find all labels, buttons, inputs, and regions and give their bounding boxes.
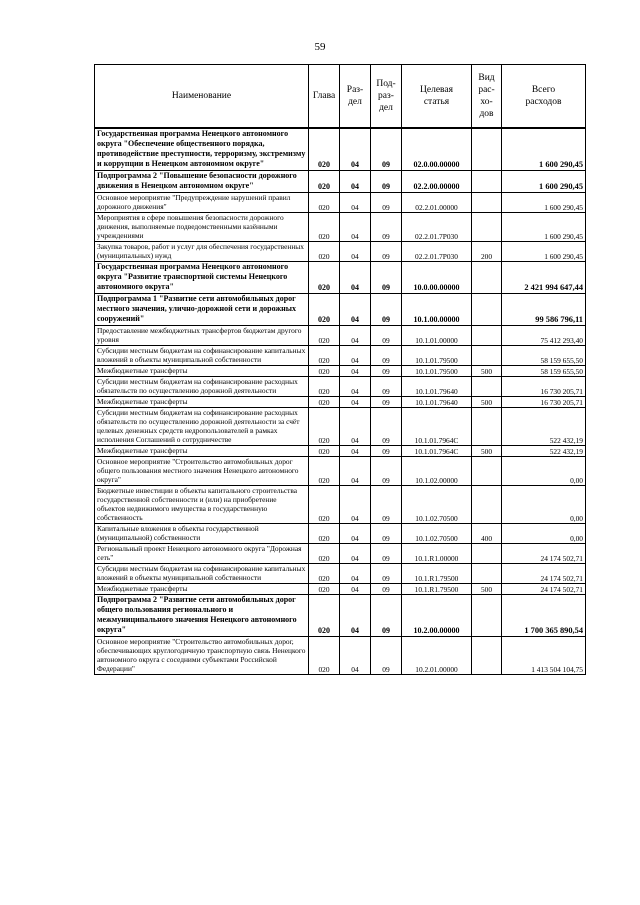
row-chapter-cell: 020: [309, 366, 340, 377]
row-expense-type-cell: 500: [472, 366, 502, 377]
row-name-cell: Межбюджетные трансферты: [95, 366, 309, 377]
row-name-cell: Субсидии местным бюджетам на софинансирование расходных обязательств по осуществлению дорожной деятельности за счёт целевых денежных средств недропользователей в рамках исполнения Соглашений о сотрудничестве: [95, 408, 309, 446]
row-expense-type-cell: [472, 193, 502, 213]
row-subsection-cell: 09: [371, 377, 402, 397]
table-row: [95, 524, 586, 544]
row-subsection-cell: 09: [371, 397, 402, 408]
row-amount-cell: 1 600 290,45: [502, 213, 586, 242]
row-target-cell: 02.0.00.00000: [402, 128, 472, 171]
row-name-cell: Субсидии местным бюджетам на софинансирование капитальных вложений в объекты муниципальной собственности: [95, 346, 309, 366]
row-expense-type-cell: 500: [472, 397, 502, 408]
row-chapter-cell: 020: [309, 595, 340, 637]
row-chapter-cell: 020: [309, 397, 340, 408]
row-amount-cell: 24 174 502,71: [502, 564, 586, 584]
row-amount-cell: 1 413 504 104,75: [502, 637, 586, 675]
row-subsection-cell: 09: [371, 544, 402, 564]
row-section-cell: 04: [340, 397, 371, 408]
row-amount-cell: 75 412 293,40: [502, 326, 586, 346]
row-expense-type-cell: [472, 262, 502, 294]
row-expense-type-cell: 200: [472, 242, 502, 262]
row-name-cell: Подпрограмма 2 "Развитие сети автомобильных дорог общего пользования регионального и межмуниципального значения Ненецкого автономного округа": [95, 595, 309, 637]
row-subsection-cell: 09: [371, 346, 402, 366]
row-chapter-cell: 020: [309, 584, 340, 595]
row-chapter-cell: 020: [309, 446, 340, 457]
row-subsection-cell: 09: [371, 326, 402, 346]
row-target-cell: 10.1.01.00000: [402, 326, 472, 346]
row-section-cell: 04: [340, 366, 371, 377]
header-section: Раз- дел: [340, 65, 371, 129]
table-row: [95, 242, 586, 262]
row-amount-cell: 1 600 290,45: [502, 193, 586, 213]
table-row: [95, 544, 586, 564]
row-name-cell: Межбюджетные трансферты: [95, 584, 309, 595]
row-chapter-cell: 020: [309, 171, 340, 193]
row-amount-cell: 58 159 655,50: [502, 346, 586, 366]
table-row: [95, 564, 586, 584]
row-section-cell: 04: [340, 584, 371, 595]
table-row: [95, 397, 586, 408]
row-amount-cell: 58 159 655,50: [502, 366, 586, 377]
row-name-cell: Основное мероприятие "Строительство автомобильных дорог, обеспечивающих круглогодичную транспортную связь Ненецкого автономного округа с соседними субъектами Российской Федерации": [95, 637, 309, 675]
table-row: [95, 193, 586, 213]
row-amount-cell: 99 586 796,11: [502, 294, 586, 326]
row-chapter-cell: 020: [309, 457, 340, 486]
row-subsection-cell: 09: [371, 171, 402, 193]
row-expense-type-cell: [472, 408, 502, 446]
row-expense-type-cell: [472, 213, 502, 242]
row-chapter-cell: 020: [309, 213, 340, 242]
row-name-cell: Подпрограмма 1 "Развитие сети автомобильных дорог местного значения, улично-дорожной сети и дорожных сооружений": [95, 294, 309, 326]
row-name-cell: Предоставление межбюджетных трансфертов бюджетам другого уровня: [95, 326, 309, 346]
row-subsection-cell: 09: [371, 262, 402, 294]
row-chapter-cell: 020: [309, 193, 340, 213]
table-row: [95, 595, 586, 637]
row-target-cell: 02.2.01.7Р030: [402, 213, 472, 242]
row-target-cell: 10.1.R1.00000: [402, 544, 472, 564]
row-amount-cell: 522 432,19: [502, 408, 586, 446]
table-row: [95, 326, 586, 346]
row-expense-type-cell: [472, 564, 502, 584]
row-amount-cell: 1 600 290,45: [502, 128, 586, 171]
row-section-cell: 04: [340, 564, 371, 584]
row-name-cell: Закупка товаров, работ и услуг для обеспечения государственных (муниципальных) нужд: [95, 242, 309, 262]
row-target-cell: 10.1.02.70500: [402, 486, 472, 524]
table-row: [95, 446, 586, 457]
row-expense-type-cell: 500: [472, 584, 502, 595]
header-subsection: Под- раз- дел: [371, 65, 402, 129]
row-chapter-cell: 020: [309, 544, 340, 564]
row-section-cell: 04: [340, 637, 371, 675]
table-row: [95, 486, 586, 524]
header-target: Целевая статья: [402, 65, 472, 129]
row-section-cell: 04: [340, 544, 371, 564]
table-row: [95, 457, 586, 486]
row-name-cell: Бюджетные инвестиции в объекты капитального строительства государственной собственности и (или) на приобретение объектов недвижимого имущества в государственную собственность: [95, 486, 309, 524]
row-target-cell: 10.2.00.00000: [402, 595, 472, 637]
header-expense-type: Вид рас- хо- дов: [472, 65, 502, 129]
row-expense-type-cell: [472, 171, 502, 193]
row-chapter-cell: 020: [309, 346, 340, 366]
row-name-cell: Подпрограмма 2 "Повышение безопасности дорожного движения в Ненецком автономном округе": [95, 171, 309, 193]
row-target-cell: 10.1.01.79500: [402, 346, 472, 366]
row-amount-cell: 1 600 290,45: [502, 171, 586, 193]
row-subsection-cell: 09: [371, 564, 402, 584]
row-target-cell: 10.1.R1.79500: [402, 564, 472, 584]
row-name-cell: Основное мероприятие "Строительство автомобильных дорог общего пользования местного значения Ненецкого автономного округа": [95, 457, 309, 486]
row-target-cell: 02.2.01.00000: [402, 193, 472, 213]
row-expense-type-cell: [472, 595, 502, 637]
row-section-cell: 04: [340, 457, 371, 486]
row-name-cell: Основное мероприятие "Предупреждение нарушений правил дорожного движения": [95, 193, 309, 213]
table-row: [95, 408, 586, 446]
row-section-cell: 04: [340, 346, 371, 366]
row-section-cell: 04: [340, 242, 371, 262]
row-target-cell: 10.1.R1.79500: [402, 584, 472, 595]
row-target-cell: 10.0.00.00000: [402, 262, 472, 294]
row-subsection-cell: 09: [371, 595, 402, 637]
row-subsection-cell: 09: [371, 128, 402, 171]
row-expense-type-cell: 400: [472, 524, 502, 544]
row-section-cell: 04: [340, 408, 371, 446]
row-amount-cell: 522 432,19: [502, 446, 586, 457]
row-name-cell: Государственная программа Ненецкого автономного округа "Обеспечение общественного порядка, противодействие преступности, терроризму, экстремизму и коррупции в Ненецком автономном округе": [95, 128, 309, 171]
page-number: 59: [314, 41, 326, 53]
header-row: [95, 65, 586, 129]
row-target-cell: 10.1.01.79500: [402, 366, 472, 377]
row-subsection-cell: 09: [371, 524, 402, 544]
row-section-cell: 04: [340, 486, 371, 524]
row-expense-type-cell: 500: [472, 446, 502, 457]
row-target-cell: 10.1.02.70500: [402, 524, 472, 544]
header-total: Всего расходов: [502, 65, 586, 129]
row-expense-type-cell: [472, 486, 502, 524]
row-expense-type-cell: [472, 637, 502, 675]
table-row: [95, 294, 586, 326]
table-row: [95, 262, 586, 294]
row-subsection-cell: 09: [371, 408, 402, 446]
row-section-cell: 04: [340, 294, 371, 326]
row-chapter-cell: 020: [309, 486, 340, 524]
row-subsection-cell: 09: [371, 637, 402, 675]
row-chapter-cell: 020: [309, 294, 340, 326]
row-expense-type-cell: [472, 326, 502, 346]
row-expense-type-cell: [472, 457, 502, 486]
row-expense-type-cell: [472, 294, 502, 326]
row-name-cell: Межбюджетные трансферты: [95, 446, 309, 457]
row-expense-type-cell: [472, 128, 502, 171]
row-section-cell: 04: [340, 171, 371, 193]
row-section-cell: 04: [340, 193, 371, 213]
row-subsection-cell: 09: [371, 584, 402, 595]
row-amount-cell: 0,00: [502, 524, 586, 544]
row-chapter-cell: 020: [309, 326, 340, 346]
table-row: [95, 346, 586, 366]
row-chapter-cell: 020: [309, 408, 340, 446]
row-subsection-cell: 09: [371, 193, 402, 213]
row-section-cell: 04: [340, 524, 371, 544]
table-row: [95, 637, 586, 675]
row-target-cell: 10.1.00.00000: [402, 294, 472, 326]
row-name-cell: Субсидии местным бюджетам на софинансирование капитальных вложений в объекты муниципальной собственности: [95, 564, 309, 584]
row-target-cell: 10.1.01.79640: [402, 397, 472, 408]
table-row: [95, 366, 586, 377]
row-amount-cell: 1 700 365 890,54: [502, 595, 586, 637]
row-target-cell: 10.2.01.00000: [402, 637, 472, 675]
row-name-cell: Мероприятия в сфере повышения безопасности дорожного движения, выполняемые подведомственными казёнными учреждениями: [95, 213, 309, 242]
row-target-cell: 10.1.02.00000: [402, 457, 472, 486]
row-section-cell: 04: [340, 128, 371, 171]
row-chapter-cell: 020: [309, 524, 340, 544]
row-target-cell: 10.1.01.7964С: [402, 408, 472, 446]
row-target-cell: 10.1.01.79640: [402, 377, 472, 397]
row-name-cell: Капитальные вложения в объекты государственной (муниципальной) собственности: [95, 524, 309, 544]
row-subsection-cell: 09: [371, 486, 402, 524]
row-chapter-cell: 020: [309, 242, 340, 262]
row-section-cell: 04: [340, 446, 371, 457]
row-expense-type-cell: [472, 377, 502, 397]
row-target-cell: 02.2.00.00000: [402, 171, 472, 193]
row-name-cell: Межбюджетные трансферты: [95, 397, 309, 408]
row-section-cell: 04: [340, 326, 371, 346]
row-chapter-cell: 020: [309, 262, 340, 294]
table-row: [95, 584, 586, 595]
row-target-cell: 02.2.01.7Р030: [402, 242, 472, 262]
row-target-cell: 10.1.01.7964С: [402, 446, 472, 457]
row-section-cell: 04: [340, 377, 371, 397]
table-row: [95, 171, 586, 193]
row-subsection-cell: 09: [371, 294, 402, 326]
row-subsection-cell: 09: [371, 446, 402, 457]
row-section-cell: 04: [340, 213, 371, 242]
table-row: [95, 213, 586, 242]
row-amount-cell: 24 174 502,71: [502, 584, 586, 595]
row-expense-type-cell: [472, 544, 502, 564]
row-subsection-cell: 09: [371, 213, 402, 242]
row-section-cell: 04: [340, 262, 371, 294]
budget-table: [94, 64, 586, 675]
row-chapter-cell: 020: [309, 128, 340, 171]
header-chapter: Глава: [309, 65, 340, 129]
header-name: Наименование: [95, 65, 309, 129]
table-row: [95, 128, 586, 171]
table-row: [95, 377, 586, 397]
row-amount-cell: 0,00: [502, 457, 586, 486]
row-amount-cell: 24 174 502,71: [502, 544, 586, 564]
row-amount-cell: 16 730 205,71: [502, 397, 586, 408]
row-chapter-cell: 020: [309, 637, 340, 675]
row-chapter-cell: 020: [309, 377, 340, 397]
row-amount-cell: 0,00: [502, 486, 586, 524]
row-amount-cell: 16 730 205,71: [502, 377, 586, 397]
row-name-cell: Государственная программа Ненецкого автономного округа "Развитие транспортной системы Ненецкого автономного округа": [95, 262, 309, 294]
row-expense-type-cell: [472, 346, 502, 366]
row-amount-cell: 1 600 290,45: [502, 242, 586, 262]
row-chapter-cell: 020: [309, 564, 340, 584]
row-subsection-cell: 09: [371, 366, 402, 377]
row-amount-cell: 2 421 994 647,44: [502, 262, 586, 294]
row-name-cell: Региональный проект Ненецкого автономного округа "Дорожная сеть": [95, 544, 309, 564]
table-body: [95, 128, 586, 675]
row-subsection-cell: 09: [371, 242, 402, 262]
row-section-cell: 04: [340, 595, 371, 637]
row-subsection-cell: 09: [371, 457, 402, 486]
row-name-cell: Субсидии местным бюджетам на софинансирование расходных обязательств по осуществлению дорожной деятельности: [95, 377, 309, 397]
